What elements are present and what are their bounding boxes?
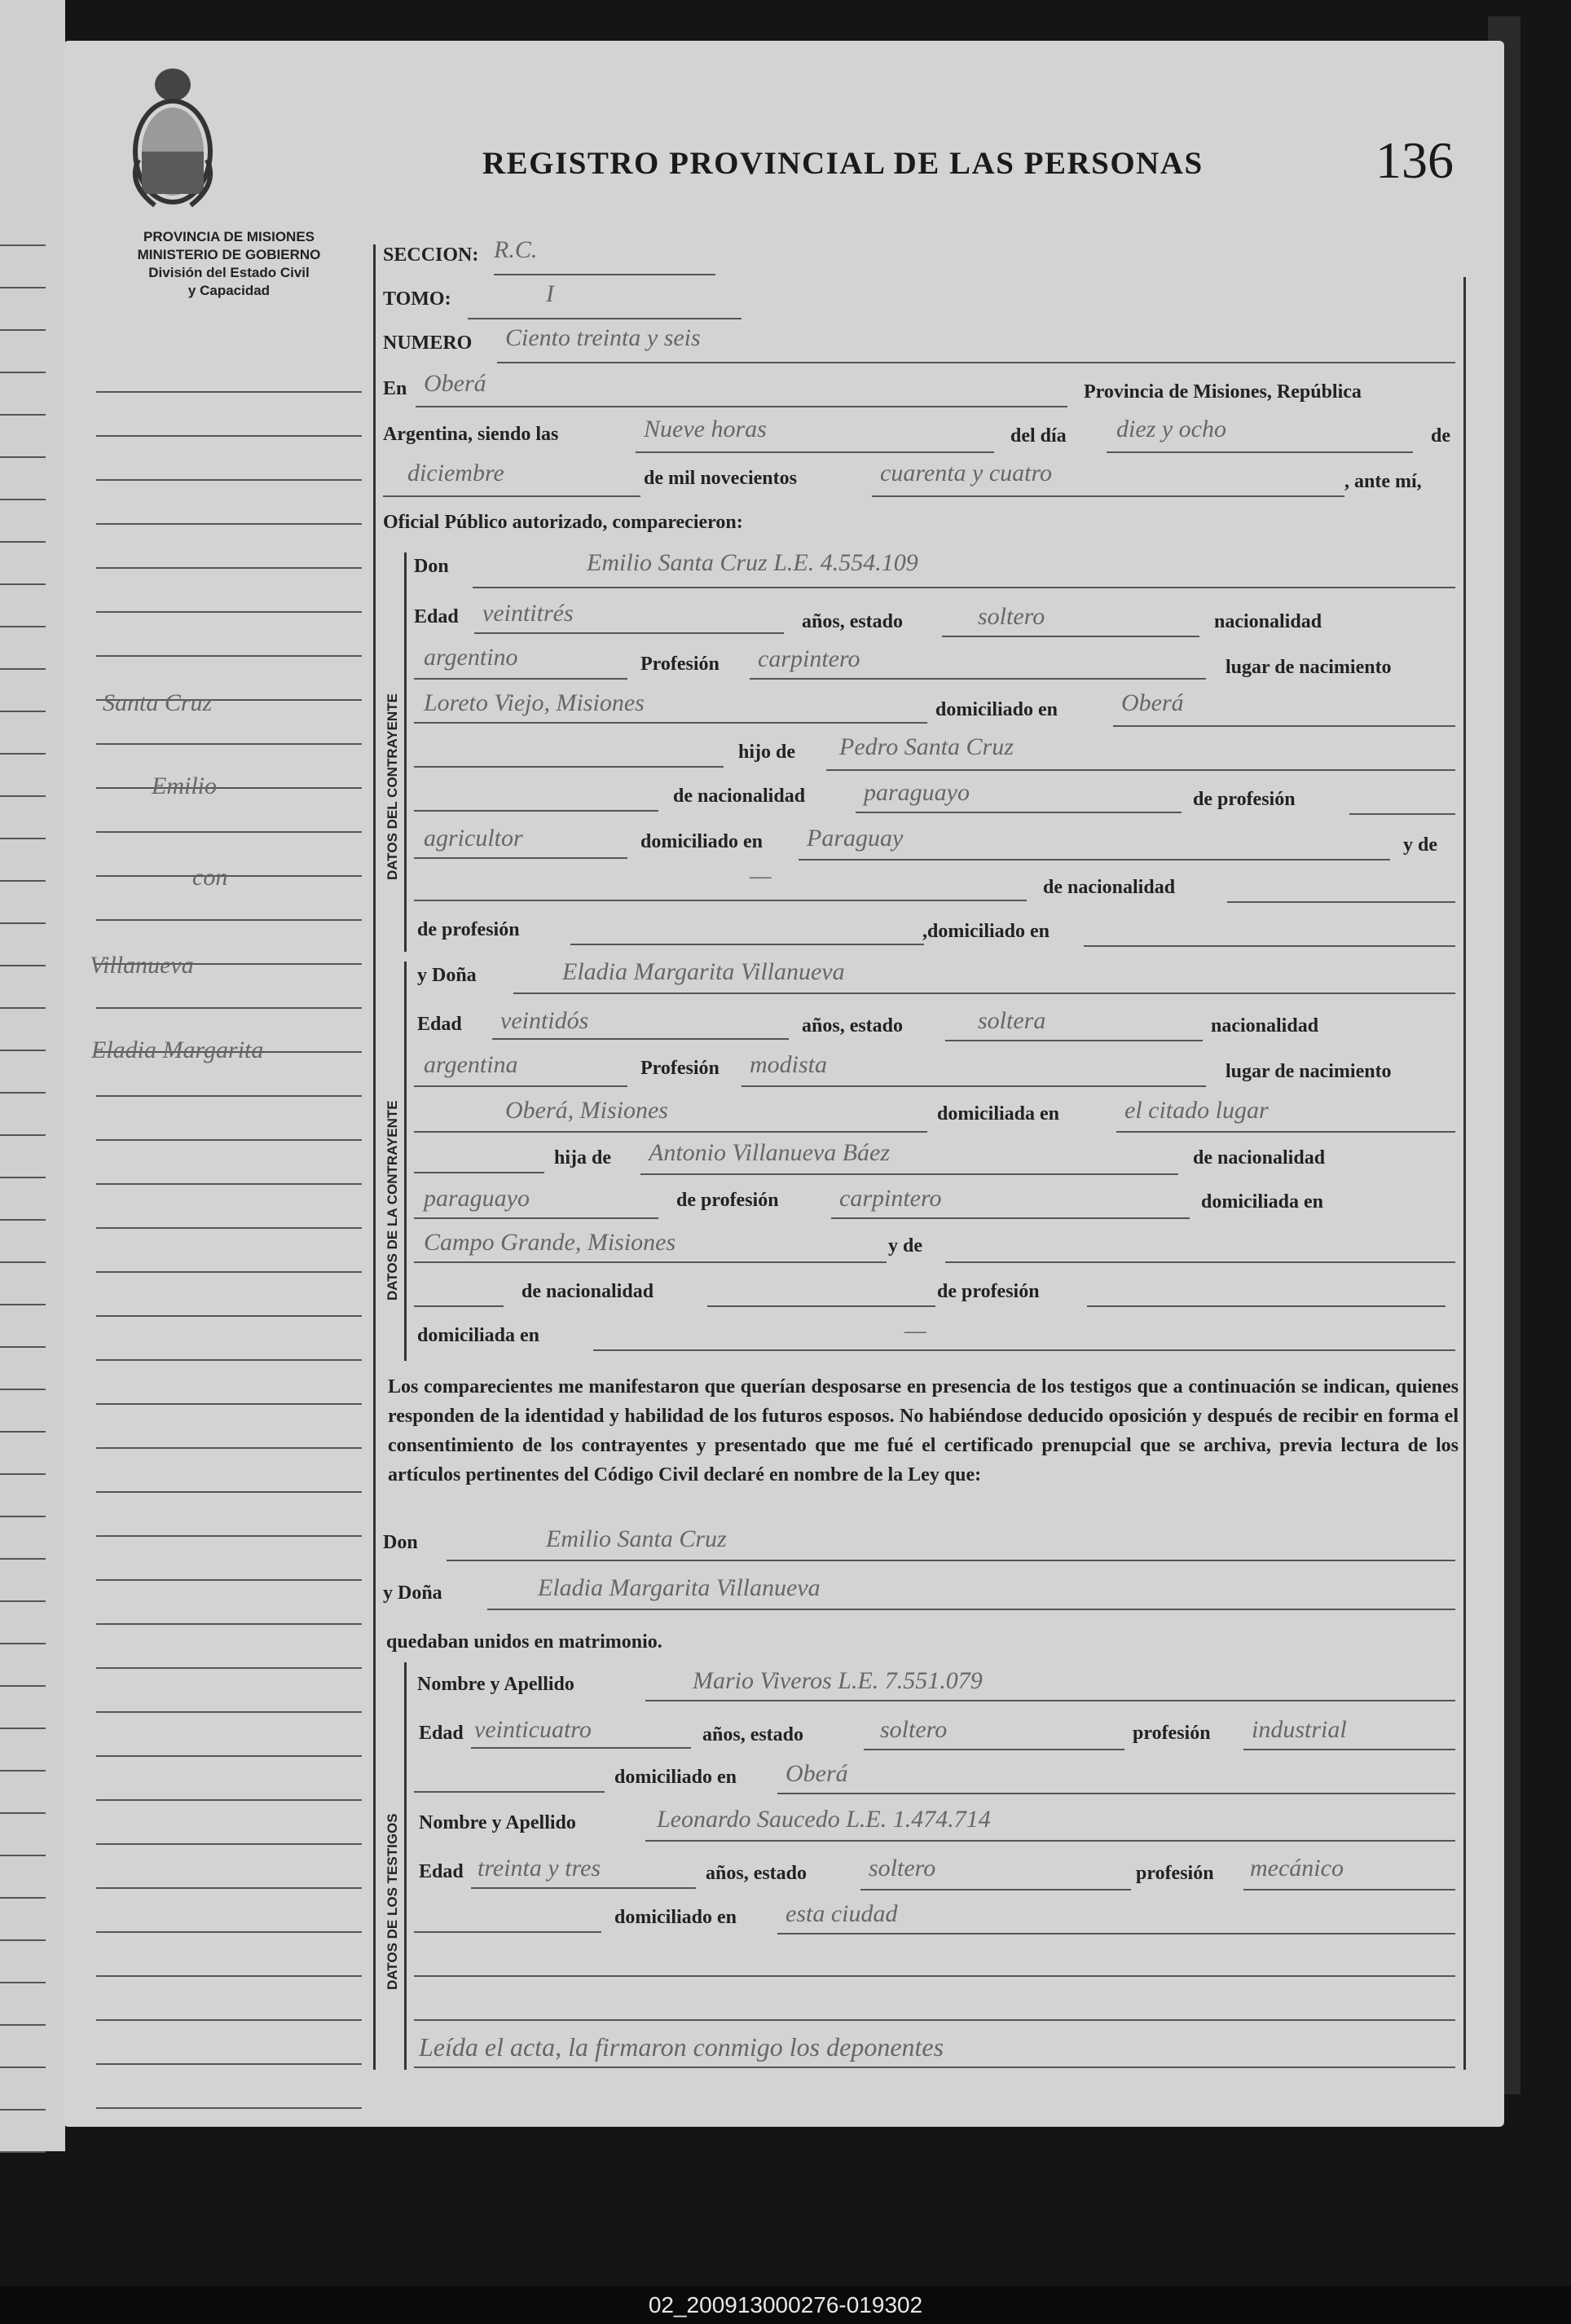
t1-nombre-label: Nombre y Apellido [417,1674,574,1695]
adjacent-page-rule [0,1897,46,1899]
decl-dona-label: y Doña [383,1582,442,1604]
madre-profesion-underline [570,944,924,945]
t1-estado-underline [864,1749,1124,1750]
adjacent-page-rule [0,753,46,755]
contrayente-nombre: Emilio Santa Cruz L.E. 4.554.109 [587,549,918,576]
hora-value: Nueve horas [644,416,767,442]
margin-rule [96,1887,362,1889]
margin-rule [96,567,362,569]
padre-domicilio-underline-f [414,1261,887,1263]
adjacent-page-rule [0,1219,46,1221]
margin-rule [96,1359,362,1361]
nacionalidad-label-f: nacionalidad [1211,1015,1319,1037]
madre-domicilio-dash: — [904,1317,926,1344]
margin-rule [96,1403,362,1405]
t2-estado-underline [860,1889,1131,1890]
contrayenta-padre: Antonio Villanueva Báez [649,1139,891,1166]
mil-label: de mil novecientos [644,468,797,489]
adjacent-page-rule [0,1855,46,1856]
t2-profesion: mecánico [1250,1855,1344,1882]
t2-profesion-underline [1243,1889,1455,1890]
t1-estado: soltero [880,1716,948,1743]
margin-rule [96,1315,362,1317]
adjacent-page-rule [0,880,46,882]
margin-rule [96,787,362,789]
padre-nacionalidad: paraguayo [864,779,970,806]
margin-rule [96,1139,362,1141]
padre-nacionalidad-underline [856,812,1182,813]
madre-dash: — [750,862,772,889]
blank-line-5 [414,1791,605,1793]
de-nacionalidad-label: de nacionalidad [673,786,806,807]
edad-underline [474,632,784,634]
t1-domicilio-underline [777,1793,1455,1794]
madre-profesion-underline-f [1087,1305,1446,1307]
estado-underline [942,636,1199,637]
adjacent-page-rule [0,541,46,543]
adjacent-page-rule [0,1812,46,1814]
madre-domicilio-underline [1084,945,1455,947]
margin-note-villanueva: Villanueva [90,952,194,979]
edad-underline-f [492,1038,789,1040]
domiciliado2-label: ,domiciliado en [922,921,1050,942]
margin-note-firstname: Emilio [152,772,217,799]
y-de-label: y de [1403,834,1437,856]
testigos-bracket [404,1662,407,2070]
t1-edad-label: Edad [419,1723,464,1744]
t2-edad: treinta y tres [477,1855,601,1882]
hora-underline [636,451,994,453]
en-underline [416,406,1067,407]
t2-nombre-label: Nombre y Apellido [419,1812,576,1833]
adjacent-page-rule [0,1431,46,1433]
t2-domiciliado-label: domiciliado en [614,1907,737,1928]
madre-nacionalidad-underline-f [707,1305,935,1307]
adjacent-page-rule [0,1558,46,1560]
adjacent-page-rule [0,1346,46,1348]
t1-profesion-label: profesión [1133,1723,1211,1744]
decl-don-underline [447,1560,1455,1561]
estado-underline-f [945,1040,1203,1041]
margin-note-con: con [192,864,228,891]
adjacent-page-rule [0,414,46,416]
margin-rule [96,2107,362,2109]
margin-rule [96,1931,362,1933]
profesion-underline [750,678,1206,680]
de-label: de [1431,425,1450,447]
margin-rule [96,875,362,877]
margin-rule [96,1271,362,1273]
provincia-text: Provincia de Misiones, República [1084,381,1362,403]
adjacent-page-edge [0,0,65,2151]
edad-label: Edad [414,606,459,627]
madre-domicilio-underline-f [593,1349,1455,1351]
t2-domicilio: esta ciudad [786,1900,898,1927]
padre-domicilio: Paraguay [807,825,904,852]
t1-profesion-underline [1243,1749,1455,1750]
margin-rule [96,1667,362,1669]
blank-line-3 [414,1172,544,1173]
adjacent-page-rule [0,1982,46,1983]
lugar-underline-f [414,1131,927,1133]
margin-rule [96,1711,362,1713]
padre-profesion-f: carpintero [839,1185,942,1212]
contrayenta-bracket [404,962,407,1361]
adjacent-page-rule [0,499,46,500]
contrayenta-lugar: Oberá, Misiones [505,1097,668,1124]
adjacent-page-rule [0,287,46,288]
margin-rule [96,2019,362,2021]
anios-estado-label-f: años, estado [802,1015,904,1037]
adjacent-page-rule [0,1516,46,1517]
t1-nombre: Mario Viveros L.E. 7.551.079 [693,1667,983,1694]
t2-edad-underline [471,1887,696,1889]
adjacent-page-rule [0,583,46,585]
en-value: Oberá [424,370,486,397]
nacionalidad-label: nacionalidad [1214,611,1322,632]
margin-rule [96,1799,362,1801]
adjacent-page-rule [0,1473,46,1475]
t2-nombre-underline [645,1840,1455,1842]
padre-underline [826,769,1455,771]
contrayente-nacionalidad: argentino [424,644,518,671]
don-label: Don [414,556,449,577]
adjacent-page-rule [0,372,46,373]
padre-underline-f [640,1173,1178,1175]
margin-rule [96,391,362,393]
blank-line-7 [414,1975,1455,1977]
decl-dona-underline [487,1609,1455,1610]
adjacent-page-rule [0,1261,46,1263]
padre-domicilio-f: Campo Grande, Misiones [424,1229,676,1256]
de-nacionalidad2-label: de nacionalidad [1043,877,1176,898]
closing-text: Leída el acta, la firmaron conmigo los deponentes [419,2032,944,2062]
adjacent-page-rule [0,2109,46,2111]
t1-edad-underline [471,1747,691,1749]
mes-underline [383,495,640,497]
adjacent-page-rule [0,838,46,839]
domicilio-underline [1113,725,1455,727]
margin-note-eladia: Eladia Margarita [91,1037,264,1063]
adjacent-page-rule [0,2151,46,2153]
madre-underline [414,900,1027,901]
domiciliado-label: domiciliado en [935,699,1058,720]
padre-profesion-underline [414,857,627,859]
margin-rule [96,523,362,525]
contrayenta-nacionalidad: argentina [424,1051,518,1078]
testigos-side-label: DATOS DE LOS TESTIGOS [385,1813,400,1990]
contrayenta-estado: soltera [978,1007,1046,1034]
seccion-label: SECCION: [383,244,479,266]
margin-divider [373,244,376,2070]
numero-value: Ciento treinta y seis [505,324,701,351]
adjacent-page-rule [0,1304,46,1305]
de-profesion2-label: de profesión [417,919,520,940]
t1-nombre-underline [645,1700,1455,1701]
institution-header [98,228,360,300]
profesion-label-f: Profesión [640,1058,719,1079]
margin-rule [96,2063,362,2065]
domicilio-underline-f [1116,1131,1455,1133]
margin-rule [96,1579,362,1581]
de-profesion2-label-f: de profesión [937,1281,1040,1302]
margin-rule [96,1623,362,1625]
adjacent-page-rule [0,668,46,670]
dia-value: diez y ocho [1116,416,1226,442]
margin-rule [96,479,362,481]
adjacent-page-rule [0,1600,46,1602]
tomo-underline [468,318,741,319]
adjacent-page-rule [0,922,46,924]
adjacent-page-rule [0,1177,46,1178]
margin-rule [96,1183,362,1185]
adjacent-page-rule [0,965,46,966]
padre-nacionalidad-underline-f [414,1217,658,1219]
adjacent-page-rule [0,1092,46,1094]
closing-underline [414,2067,1455,2068]
madre-nacionalidad-underline [1227,901,1455,903]
margin-rule [96,1491,362,1493]
madre-underline-f [945,1261,1455,1263]
profesion-label: Profesión [640,654,719,675]
right-border [1463,277,1466,2070]
blank-line-8 [414,2019,1455,2021]
anios-estado-label: años, estado [802,611,904,632]
oficial-text: Oficial Público autorizado, comparecieron: [383,512,743,533]
contrayenta-nombre: Eladia Margarita Villanueva [562,958,845,985]
declaracion-paragraph: Los comparecientes me manifestaron que querían desposarse en presencia de los testigos que a continuación se indican, quienes responden de la identidad y habilidad de los futuros esposos. No habiéndose deducido oposición y después de recibir en forma el consentimiento de los contrayentes y presentado que me fué el certificado prenupcial que se archiva, previa lectura de los artículos pertinentes del Código Civil declaré en nombre de la Ley que: [388,1376,1459,1486]
anio-value: cuarenta y cuatro [880,460,1053,486]
numero-label: NUMERO [383,332,473,354]
tomo-value: I [546,280,554,307]
contrayente-estado: soltero [978,603,1045,630]
don-underline [473,587,1455,588]
en-label: En [383,378,407,399]
contrayente-lugar: Loreto Viejo, Misiones [424,689,645,716]
t2-anios-estado-label: años, estado [706,1863,808,1884]
adjacent-page-rule [0,244,46,246]
domiciliada-en-label: domiciliada en [1201,1191,1324,1213]
blank-line-4 [414,1305,504,1307]
margin-rule [96,1095,362,1097]
margin-rule [96,1843,362,1845]
contrayenta-profesion: modista [750,1051,828,1078]
adjacent-page-rule [0,1770,46,1772]
adjacent-page-rule [0,1728,46,1729]
lugar-label-f: lugar de nacimiento [1226,1061,1392,1082]
t1-domicilio: Oberá [786,1760,848,1787]
ministry-line: MINISTERIO DE GOBIERNO [137,247,321,262]
margin-rule [96,831,362,833]
adjacent-page-rule [0,1389,46,1390]
margin-rule [96,1447,362,1449]
margin-rule [96,1755,362,1757]
lugar-label: lugar de nacimiento [1226,657,1392,678]
province-line: PROVINCIA DE MISIONES [143,229,315,244]
padre-profesion-underline-f [831,1217,1190,1219]
contrayenta-side-label: DATOS DE LA CONTRAYENTE [385,1100,400,1301]
domiciliada-label: domiciliada en [937,1103,1060,1125]
dona-label: y Doña [417,965,477,986]
adjacent-page-rule [0,2024,46,2026]
profesion-underline-f [741,1085,1206,1087]
unidos-text: quedaban unidos en matrimonio. [386,1631,662,1653]
contrayenta-domicilio: el citado lugar [1124,1097,1269,1124]
y-de-label-f: y de [888,1235,922,1257]
contrayente-profesion: carpintero [758,645,860,672]
nacionalidad-underline-f [414,1085,627,1087]
de-profesion-label-f: de profesión [676,1190,779,1211]
blank-line-2 [414,810,658,812]
contrayente-edad: veintitrés [482,600,574,627]
domiciliado-en-label: domiciliado en [640,831,763,852]
margin-note-surname: Santa Cruz [103,689,213,716]
hija-label: hija de [554,1147,612,1169]
contrayente-bracket [404,552,407,952]
adjacent-page-rule [0,1685,46,1687]
margin-rule [96,1227,362,1229]
dona-underline [513,993,1455,994]
padre-profesion: agricultor [424,825,523,852]
margin-rule [96,743,362,745]
de-profesion-underline [1349,813,1455,815]
t1-edad: veinticuatro [474,1716,592,1743]
adjacent-page-rule [0,1939,46,1941]
margin-rule [96,1535,362,1537]
de-profesion-label: de profesión [1193,789,1296,810]
t2-profesion-label: profesión [1136,1863,1214,1884]
lugar-underline [414,722,927,724]
capacity-line: y Capacidad [187,283,271,298]
de-nacionalidad-label-f: de nacionalidad [1193,1147,1326,1169]
t1-profesion: industrial [1252,1716,1347,1743]
t2-edad-label: Edad [419,1861,464,1882]
ante-label: , ante mí, [1344,471,1422,492]
adjacent-page-rule [0,626,46,627]
margin-rule [96,611,362,613]
seccion-value: R.C. [494,236,538,263]
contrayenta-edad: veintidós [500,1007,589,1034]
blank-line-6 [414,1931,601,1933]
t2-estado: soltero [869,1855,936,1882]
del-dia-label: del día [1010,425,1067,447]
margin-rule [96,1975,362,1977]
de-nacionalidad2-label-f: de nacionalidad [521,1281,654,1302]
adjacent-page-rule [0,1050,46,1051]
adjacent-page-rule [0,1134,46,1136]
padre-domicilio-underline [799,859,1390,860]
contrayente-padre: Pedro Santa Cruz [839,733,1014,760]
decl-don-value: Emilio Santa Cruz [546,1525,727,1552]
adjacent-page-rule [0,711,46,712]
padre-nacionalidad-f: paraguayo [424,1185,530,1212]
margin-rule [96,1007,362,1009]
adjacent-page-rule [0,1007,46,1009]
adjacent-page-rule [0,795,46,797]
adjacent-page-rule [0,2067,46,2068]
coat-of-arms-icon [122,62,223,217]
margin-rule [96,435,362,437]
decl-don-label: Don [383,1532,418,1553]
argentina-text: Argentina, siendo las [383,424,559,445]
hijo-label: hijo de [738,742,796,763]
seccion-underline [494,274,715,275]
t1-anios-estado-label: años, estado [702,1724,804,1745]
dia-underline [1107,451,1413,453]
contrayente-side-label: DATOS DEL CONTRAYENTE [385,693,400,880]
margin-rule [96,655,362,657]
t2-domicilio-underline [777,1933,1455,1934]
anio-underline [872,495,1344,497]
mes-value: diciembre [407,460,504,486]
adjacent-page-rule [0,329,46,331]
decl-dona-value: Eladia Margarita Villanueva [538,1574,821,1601]
adjacent-page-rule [0,456,46,458]
t1-domiciliado-label: domiciliado en [614,1767,737,1788]
nacionalidad-underline [414,678,627,680]
blank-line-1 [414,766,724,768]
edad-label-f: Edad [417,1014,462,1035]
t2-nombre: Leonardo Saucedo L.E. 1.474.714 [657,1806,991,1833]
domiciliada2-label: domiciliada en [417,1325,540,1346]
numero-underline [497,362,1455,363]
page-title: REGISTRO PROVINCIAL DE LAS PERSONAS [482,146,1204,181]
page-number: 136 [1375,131,1454,189]
division-line: División del Estado Civil [148,265,310,280]
tomo-label: TOMO: [383,288,451,310]
margin-rule [96,919,362,921]
adjacent-page-rule [0,1643,46,1644]
contrayente-domicilio: Oberá [1121,689,1184,716]
image-id-footer: 02_200913000276-019302 [0,2287,1571,2324]
